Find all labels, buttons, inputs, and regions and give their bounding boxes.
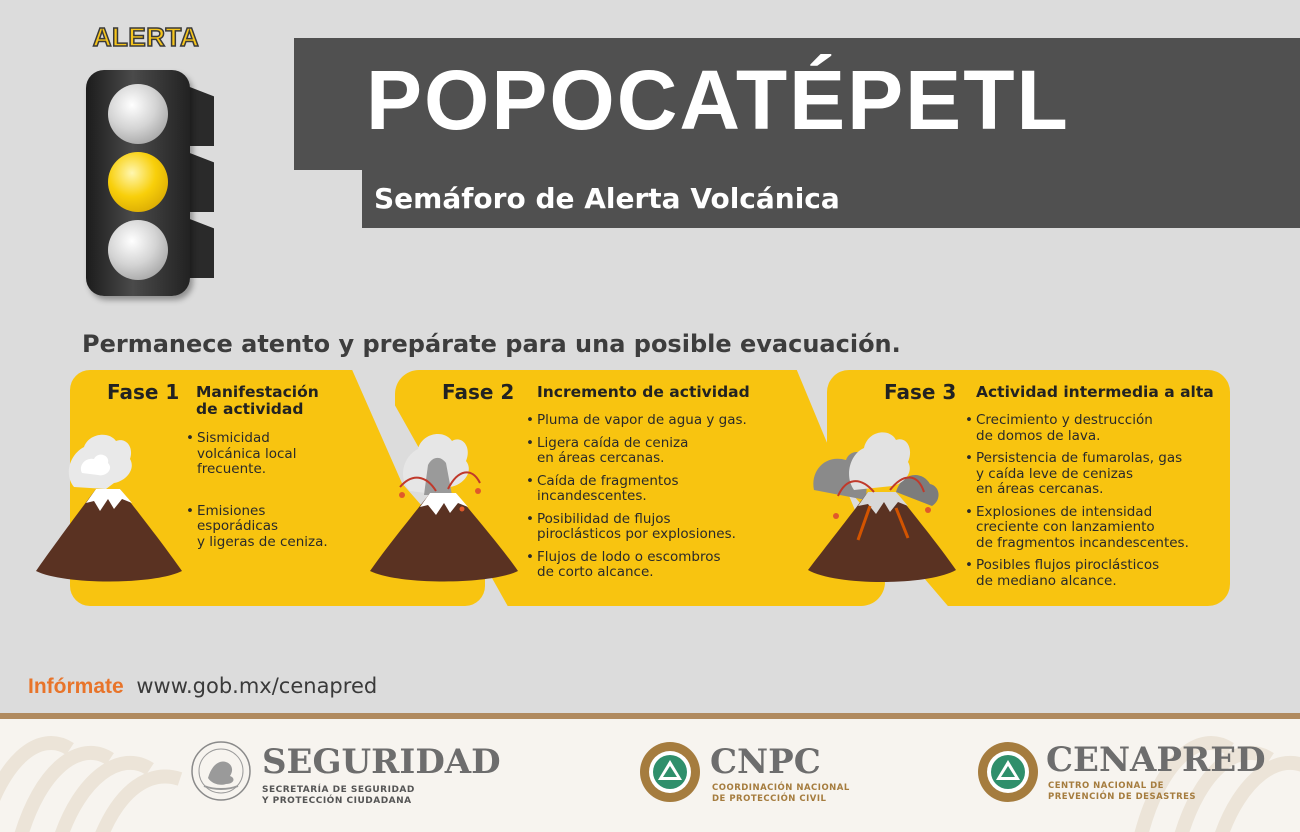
footer xyxy=(0,719,1300,832)
alert-label: ALERTA xyxy=(92,22,200,52)
page-title: POPOCATÉPETL xyxy=(366,53,1070,147)
traffic-light-middle-lamp-yellow xyxy=(108,152,168,212)
seguridad-logo-name: SEGURIDAD xyxy=(262,742,501,782)
seguridad-logo-subtitle: SECRETARÍA DE SEGURIDAD Y PROTECCIÓN CIUDADANA xyxy=(262,785,415,806)
phase-3-list xyxy=(965,413,1220,596)
list-item: • Crecimiento y destrucción de domos de lava. xyxy=(965,413,1220,444)
phase-1-label: Fase 1 xyxy=(107,380,180,404)
phase-2-list xyxy=(526,413,786,588)
volcano-phase-3-icon xyxy=(806,420,958,586)
phase-1-title: Manifestación de actividad xyxy=(196,383,319,418)
list-item: • Caída de fragmentos incandescentes. xyxy=(526,474,786,505)
volcano-phase-2-icon xyxy=(366,425,522,587)
cenapred-logo-name: CENAPRED xyxy=(1046,740,1266,780)
traffic-light-top-lamp xyxy=(108,84,168,144)
cenapred-emblem-icon xyxy=(976,740,1040,804)
list-item: • Posibilidad de flujos piroclásticos por explosiones. xyxy=(526,512,786,543)
info-label: Infórmate xyxy=(28,675,124,698)
cenapred-logo-subtitle: CENTRO NACIONAL DE PREVENCIÓN DE DESASTRES xyxy=(1048,781,1197,802)
cnpc-logo-subtitle: COORDINACIÓN NACIONAL DE PROTECCIÓN CIVIL xyxy=(712,783,850,804)
national-seal-icon xyxy=(190,740,252,802)
traffic-light-bottom-lamp xyxy=(108,220,168,280)
info-link[interactable]: www.gob.mx/cenapred xyxy=(136,674,378,698)
phase-2-title: Incremento de actividad xyxy=(537,383,750,401)
info-line xyxy=(28,674,377,699)
phase-2-label: Fase 2 xyxy=(442,380,515,404)
list-item: • Persistencia de fumarolas, gas y caída leve de cenizas en áreas cercanas. xyxy=(965,451,1220,498)
list-item: • Explosiones de intensidad creciente con lanzamiento de fragmentos incandescentes. xyxy=(965,505,1220,552)
traffic-light-icon xyxy=(86,70,190,296)
cnpc-emblem-icon xyxy=(638,740,702,804)
list-item: • Sismicidad volcánica local frecuente. xyxy=(186,431,376,478)
list-item: • Ligera caída de ceniza en áreas cercanas. xyxy=(526,436,786,467)
instruction-text: Permanece atento y prepárate para una posible evacuación. xyxy=(82,330,901,358)
list-item: • Pluma de vapor de agua y gas. xyxy=(526,413,786,429)
list-item: • Flujos de lodo o escombros de corto alcance. xyxy=(526,550,786,581)
list-item: • Emisiones esporádicas y ligeras de ceniza. xyxy=(186,504,376,551)
volcano-phase-1-icon xyxy=(34,425,184,587)
phase-3-title: Actividad intermedia a alta xyxy=(976,383,1214,401)
page-subtitle: Semáforo de Alerta Volcánica xyxy=(374,182,840,215)
cnpc-logo-name: CNPC xyxy=(710,742,821,782)
phase-1-list xyxy=(186,431,376,557)
phase-3-label: Fase 3 xyxy=(884,380,957,404)
list-item: • Posibles flujos piroclásticos de mediano alcance. xyxy=(965,558,1220,589)
